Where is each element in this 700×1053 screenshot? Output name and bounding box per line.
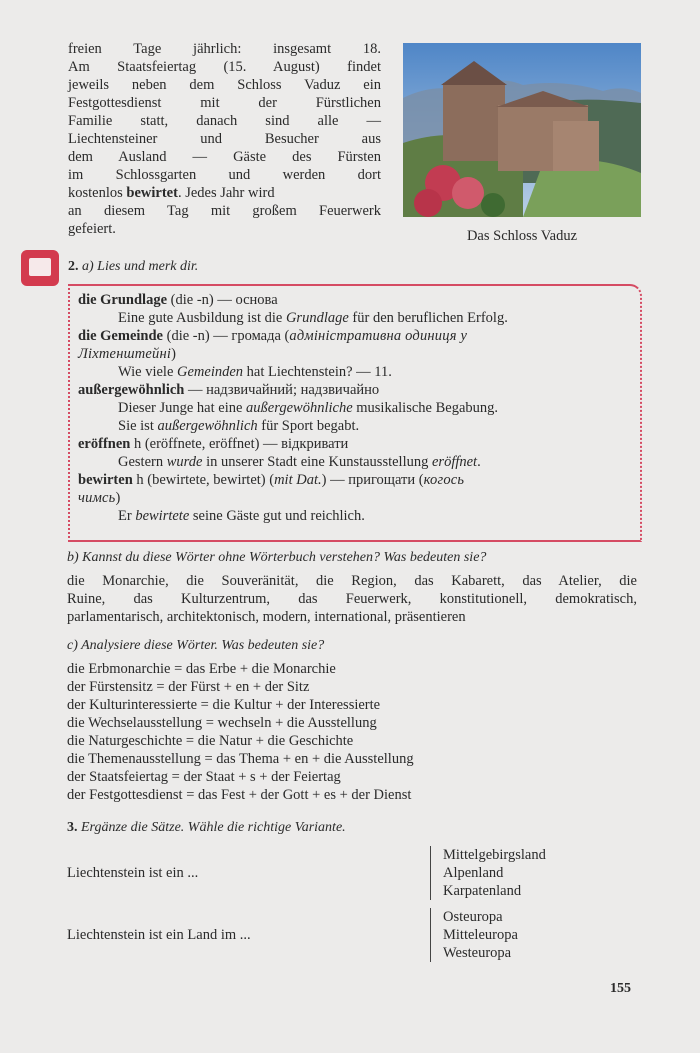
option-item[interactable]: Mitteleuropa	[443, 927, 518, 943]
task-instruction: a) Lies und merk dir.	[82, 259, 199, 274]
option-item[interactable]: Karpatenland	[443, 883, 522, 899]
intro-line: im Schlossgarten und werden dort	[68, 167, 381, 183]
list-line: die Themenausstellung = das Thema + en + die Ausstellung	[67, 751, 414, 767]
vocab-entry-cont: чимсь)	[78, 490, 121, 506]
task3-question-2: Liechtenstein ist ein Land im ...	[67, 927, 251, 943]
vocab-entry-cont: Ліхтенштейні)	[78, 346, 176, 362]
intro-line	[68, 185, 381, 202]
option-item[interactable]: Alpenland	[443, 865, 504, 881]
vocab-example: Er bewirtete seine Gäste gut und reichlich.	[118, 508, 365, 524]
list-line: Ruine, das Kulturzentrum, das Feuerwerk, konstitutionell, demokratisch,	[67, 591, 637, 607]
intro-line: jeweils neben dem Schloss Vaduz ein	[68, 77, 381, 93]
photo-caption: Das Schloss Vaduz	[466, 228, 578, 244]
list-line: der Kulturinteressierte = die Kultur + der Interessierte	[67, 697, 381, 713]
intro-line: Am Staatsfeiertag (15. August) findet	[68, 59, 381, 75]
list-line: die Erbmonarchie = das Erbe + die Monarchie	[67, 661, 336, 677]
list-line: der Fürstensitz = der Fürst + en + der Sitz	[67, 679, 310, 695]
option-item[interactable]: Westeuropa	[443, 945, 512, 961]
vocab-example: Eine gute Ausbildung ist die Grundlage für den beruflichen Erfolg.	[118, 310, 508, 326]
vocab-word: außergewöhnlich	[78, 382, 185, 398]
vocab-translation: (die -n) — основа	[167, 292, 278, 308]
intro-line: Liechtensteiner und Besucher aus	[68, 131, 381, 147]
vocab-example: Sie ist außergewöhnlich für Sport begabt.	[118, 418, 360, 434]
intro-line: gefeiert.	[68, 221, 116, 237]
vocab-word: eröffnen	[78, 436, 131, 452]
vocab-example: Wie viele Gemeinden hat Liechtenstein? — 11.	[118, 364, 392, 380]
intro-line: freien Tage jährlich: insgesamt 18.	[68, 41, 381, 57]
intro-keyword: bewirtet	[126, 185, 178, 201]
vocab-example: Gestern wurde in unserer Stadt eine Kunstausstellung eröffnet.	[118, 454, 481, 470]
task2b-instruction: b) Kannst du diese Wörter ohne Wörterbuch verstehen? Was bedeuten sie?	[67, 550, 487, 565]
intro-line: Festgottesdienst mit der Fürstlichen	[68, 95, 381, 111]
vocab-word: bewirten	[78, 472, 133, 488]
vocab-example: Dieser Junge hat eine außergewöhnliche musikalische Begabung.	[118, 400, 499, 416]
vocab-entry: außergewöhnlich — надзвичайний; надзвичайно	[78, 382, 380, 398]
list-line: die Naturgeschichte = die Natur + die Geschichte	[67, 733, 354, 749]
vocab-entry: die Gemeinde (die -n) — громада (адміністративна одиниця у	[78, 328, 468, 344]
list-line: die Wechselausstellung = wechseln + die Ausstellung	[67, 715, 377, 731]
intro-text: . Jedes Jahr wird	[177, 185, 275, 201]
task3-question-1: Liechtenstein ist ein ...	[67, 865, 199, 881]
task2c-instruction: c) Analysiere diese Wörter. Was bedeuten sie?	[67, 638, 325, 653]
task2-heading	[68, 259, 198, 275]
intro-text: kostenlos	[68, 185, 127, 201]
task-number: 3.	[67, 820, 78, 835]
intro-line: Familie statt, danach sind alle —	[68, 113, 381, 129]
vocab-entry	[78, 292, 278, 309]
vocab-entry: eröffnen h (eröffnete, eröffnet) — відкривати	[78, 436, 349, 452]
task3-options-1	[430, 846, 546, 900]
task3-options-2	[430, 908, 518, 962]
castle-photo	[403, 43, 641, 217]
intro-line: an diesem Tag mit großem Feuerwerk	[68, 203, 381, 219]
list-line: der Festgottesdienst = das Fest + der Gott + es + der Dienst	[67, 787, 412, 803]
vocab-word: die Gemeinde	[78, 328, 163, 344]
list-line: die Monarchie, die Souveränität, die Region, das Kabarett, das Atelier, die	[67, 573, 637, 589]
task-number: 2.	[68, 259, 79, 274]
option-item[interactable]: Osteuropa	[443, 909, 503, 925]
task3-heading	[67, 820, 346, 836]
intro-line: dem Ausland — Gäste des Fürsten	[68, 149, 381, 165]
list-line: parlamentarisch, architektonisch, modern, international, präsentieren	[67, 609, 466, 625]
list-line: der Staatsfeiertag = der Staat + s + der Feiertag	[67, 769, 341, 785]
vocab-word: die Grundlage	[78, 292, 168, 308]
task-instruction: Ergänze die Sätze. Wähle die richtige Variante.	[81, 820, 346, 835]
option-item[interactable]: Mittelgebirgsland	[443, 847, 546, 863]
vocabulary-box	[68, 284, 642, 542]
section-flag-icon	[21, 250, 59, 286]
vocab-entry: bewirten h (bewirtete, bewirtet) (mit Dat.) — пригощати (когось	[78, 472, 465, 488]
page-number: 155	[610, 981, 631, 996]
